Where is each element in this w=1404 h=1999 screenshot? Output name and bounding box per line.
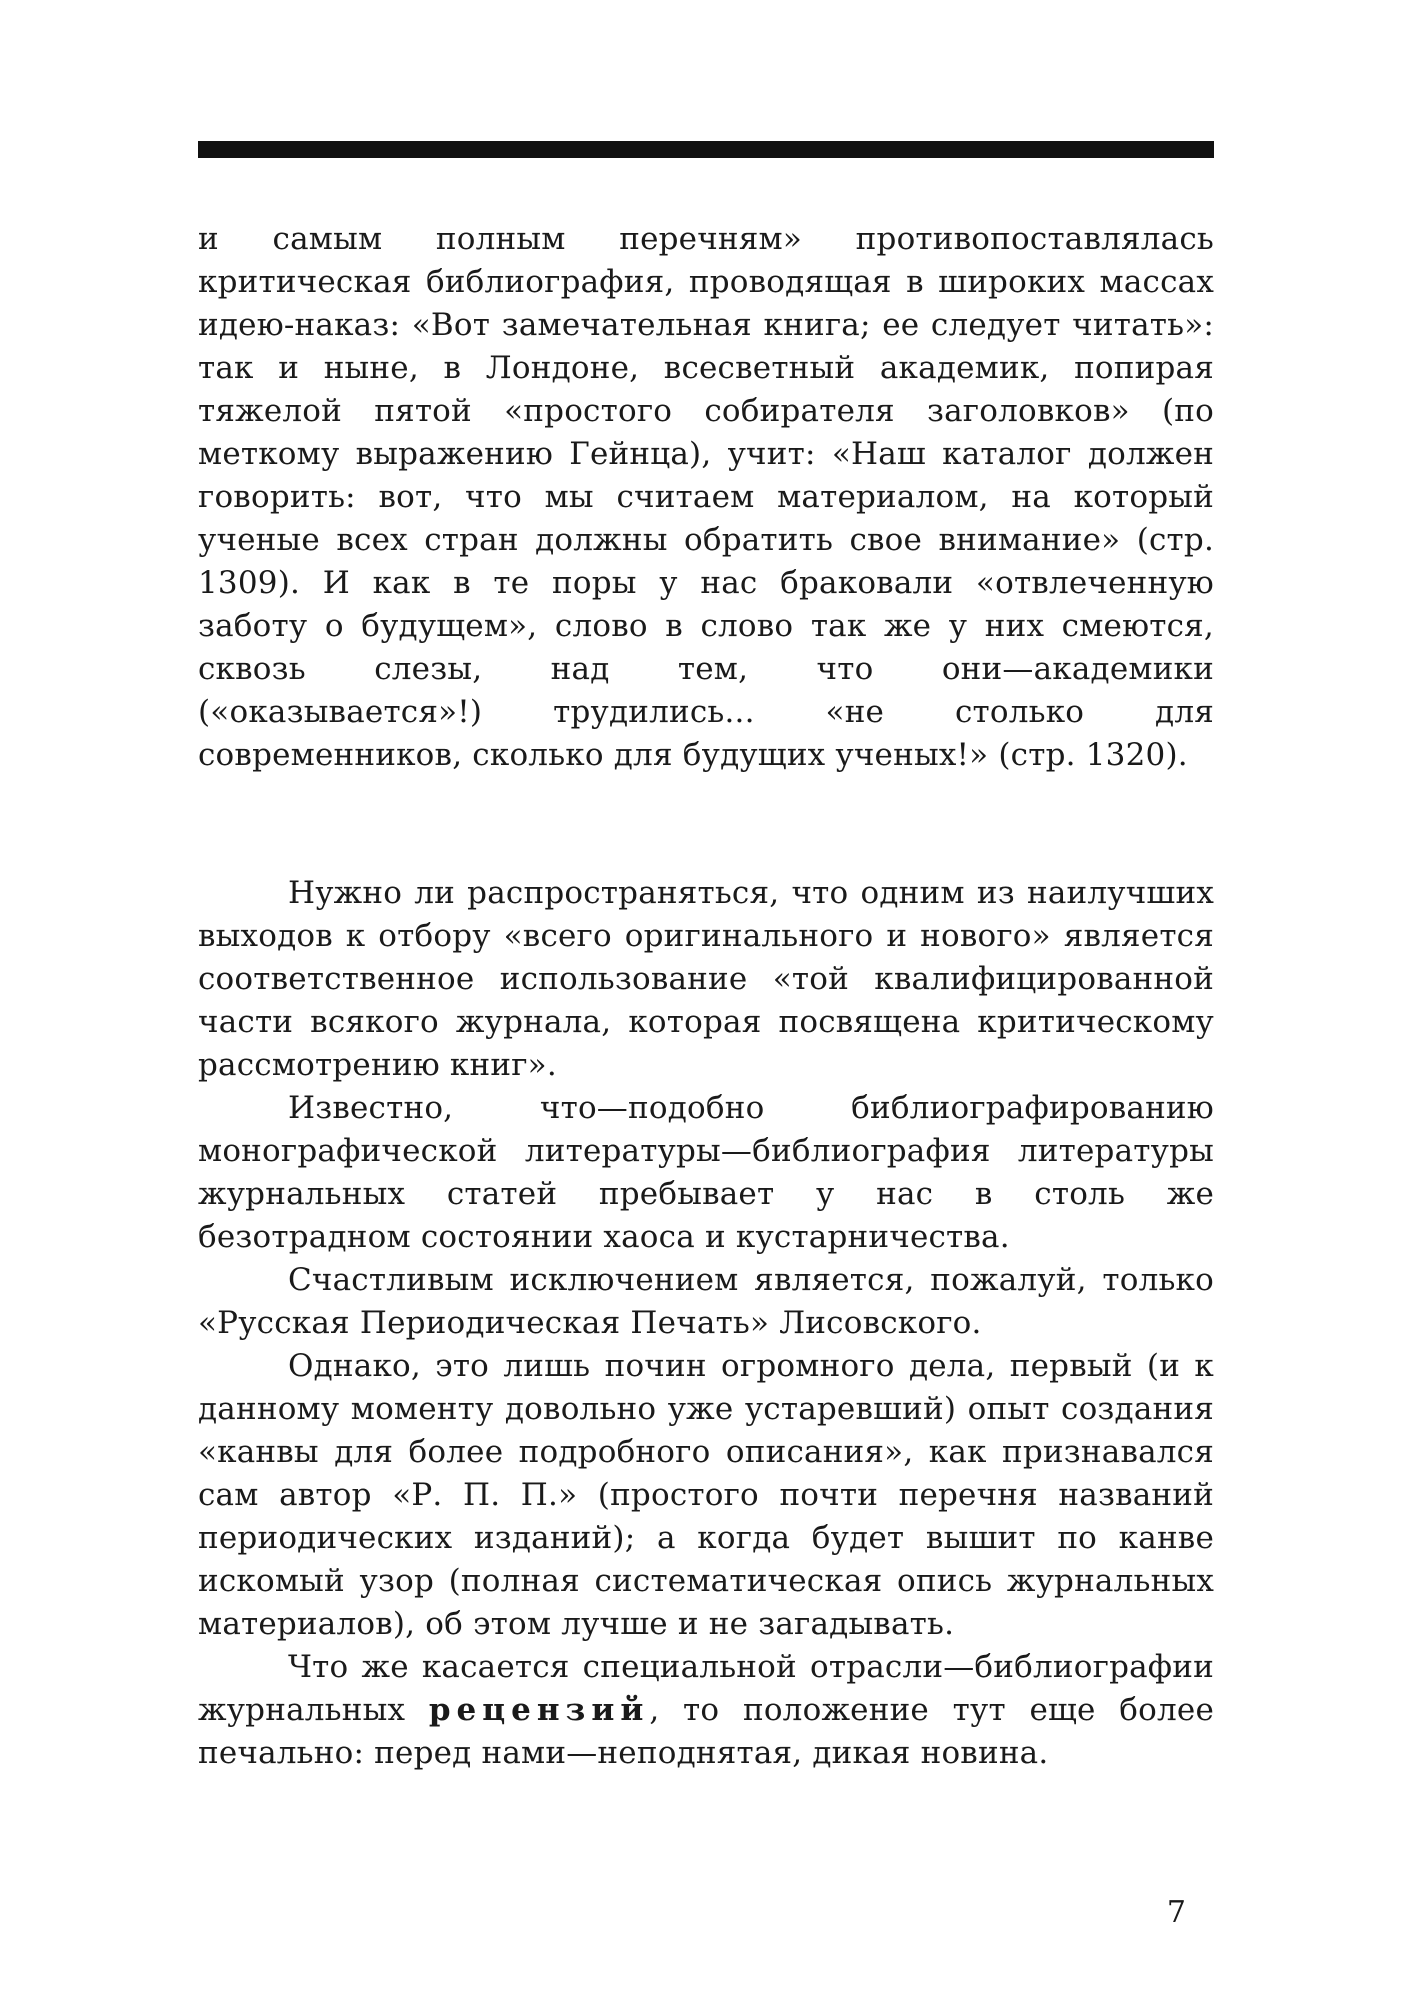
paragraph-1: и самым полным перечням» противопоставлялась критическая библиография, проводящая в широких массах идею-наказ: «Вот замечательная книга; ее следует читать»: так и ныне, в Лондоне, всесветный академик, попирая тяжелой пятой «простого собирателя заголовков» (по меткому выражению Гейнца), учит: «Наш каталог должен говорить: вот, что мы считаем материалом, на который ученые всех стран должны обратить свое внимание» (стр. 1309). И как в те поры у нас браковали «отвлеченную заботу о будущем», слово в слово так же у них смеются, сквозь слезы, над тем, что они—академики («оказывается»!) трудились... «не столько для современников, сколько для будущих ученых!» (стр. 1320). [198, 221, 1214, 773]
paragraph-6-after: , то положение тут еще более печально: перед нами—неподнятая, дикая новина. [198, 1692, 1215, 1771]
paragraph-2: Нужно ли распространяться, что одним из наилучших выходов к отбору «всего оригинального и нового» является соответственное использование «той квалифицированной части всякого журнала, которая посвящена критическому рассмотрению книг». [198, 875, 1214, 1083]
paragraph-6 [198, 1646, 1214, 1775]
text-block-continued [198, 218, 1214, 777]
paragraph-3: Известно, что—подобно библиографированию монографической литературы—библиография литературы журнальных статей пребывает у нас в столь же безотрадном состоянии хаоса и кустарничества. [198, 1090, 1214, 1255]
top-rule [198, 141, 1214, 158]
paragraph-5: Однако, это лишь почин огромного дела, первый (и к данному моменту довольно уже устаревший) опыт создания «канвы для более подробного описания», как признавался сам автор «Р. П. П.» (простого почти перечня названий периодических изданий); а когда будет вышит по канве искомый узор (полная систематическая опись журнальных материалов), об этом лучше и не загадывать. [198, 1348, 1214, 1642]
paragraph-4: Счастливым исключением является, пожалуй, только «Русская Периодическая Печать» Лисовского. [198, 1262, 1214, 1341]
text-block-main [198, 872, 1214, 1775]
page-number: 7 [1166, 1895, 1186, 1930]
paragraph-6-emphasis: рецензий [428, 1692, 650, 1728]
paragraph-6-before: Что же касается специальной отрасли—библиографии журнальных [198, 1649, 1214, 1728]
